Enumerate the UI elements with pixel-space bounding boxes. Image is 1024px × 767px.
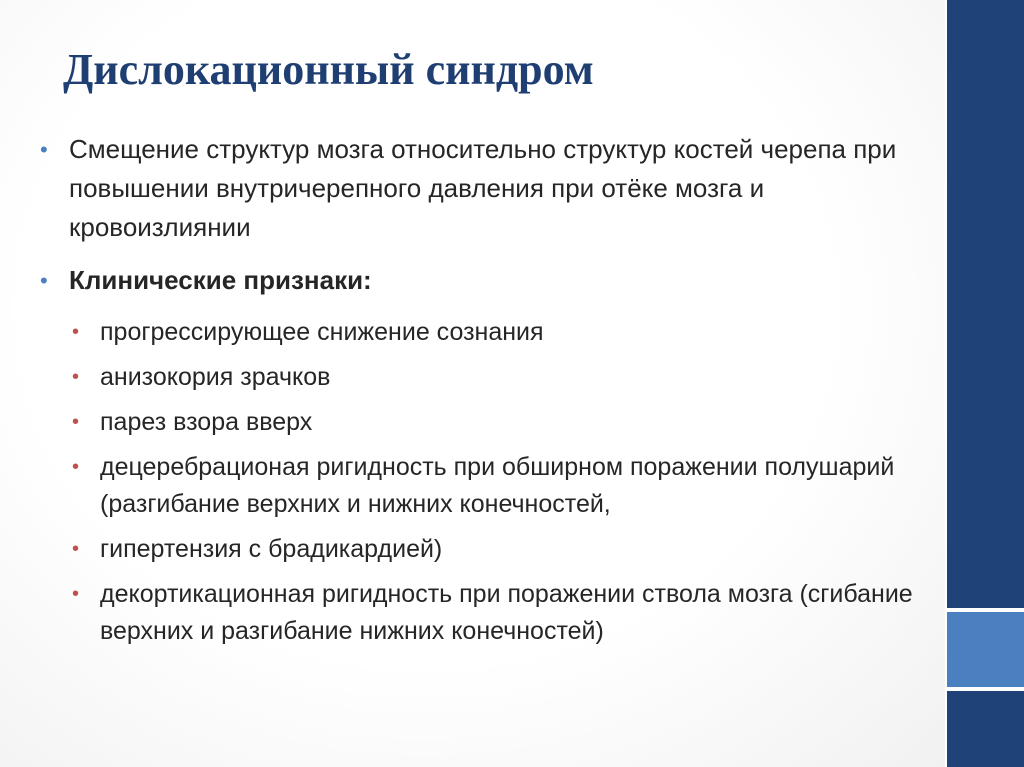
sidebar-accent-block: [947, 612, 1024, 687]
sub-bullet-text: прогрессирующее снижение сознания: [100, 318, 544, 346]
slide-content: [40, 130, 920, 658]
sub-bullet-icon: •: [72, 583, 80, 605]
bullet-item: [40, 130, 920, 247]
sub-bullet-icon: •: [72, 456, 80, 478]
sub-bullet-item: [40, 359, 920, 396]
sub-bullet-text: анизокория зрачков: [100, 363, 331, 391]
sub-bullet-text: децеребрационая ригидность при обширном поражении полушарий (разгибание верхних и нижних конечностей,: [100, 453, 895, 518]
sub-bullet-item: [40, 404, 920, 441]
bullet-text: Смещение структур мозга относительно структур костей черепа при повышении внутричерепного давления при отёке мозга и кровоизлиянии: [69, 134, 897, 242]
sub-bullet-icon: •: [72, 538, 80, 560]
sub-bullet-text: декортикационная ригидность при поражении ствола мозга (сгибание верхних и разгибание нижних конечностей): [100, 580, 913, 645]
bullet-icon: •: [40, 137, 48, 162]
sub-bullet-text: парез взора вверх: [100, 408, 313, 436]
bullet-item: [40, 261, 920, 300]
sub-bullet-item: [40, 531, 920, 568]
sub-bullet-text: гипертензия с брадикардией): [100, 535, 443, 563]
sidebar-edge-line: [945, 0, 947, 767]
sub-bullet-icon: •: [72, 366, 80, 388]
sub-bullet-item: [40, 576, 920, 650]
sidebar-divider: [947, 687, 1024, 691]
sub-bullet-item: [40, 449, 920, 523]
sub-bullet-icon: •: [72, 411, 80, 433]
slide-title: Дислокационный синдром: [63, 45, 594, 94]
sub-bullet-item: [40, 314, 920, 351]
sub-bullet-icon: •: [72, 321, 80, 343]
bullet-heading: Клинические признаки:: [69, 265, 372, 295]
bullet-icon: •: [40, 268, 48, 293]
